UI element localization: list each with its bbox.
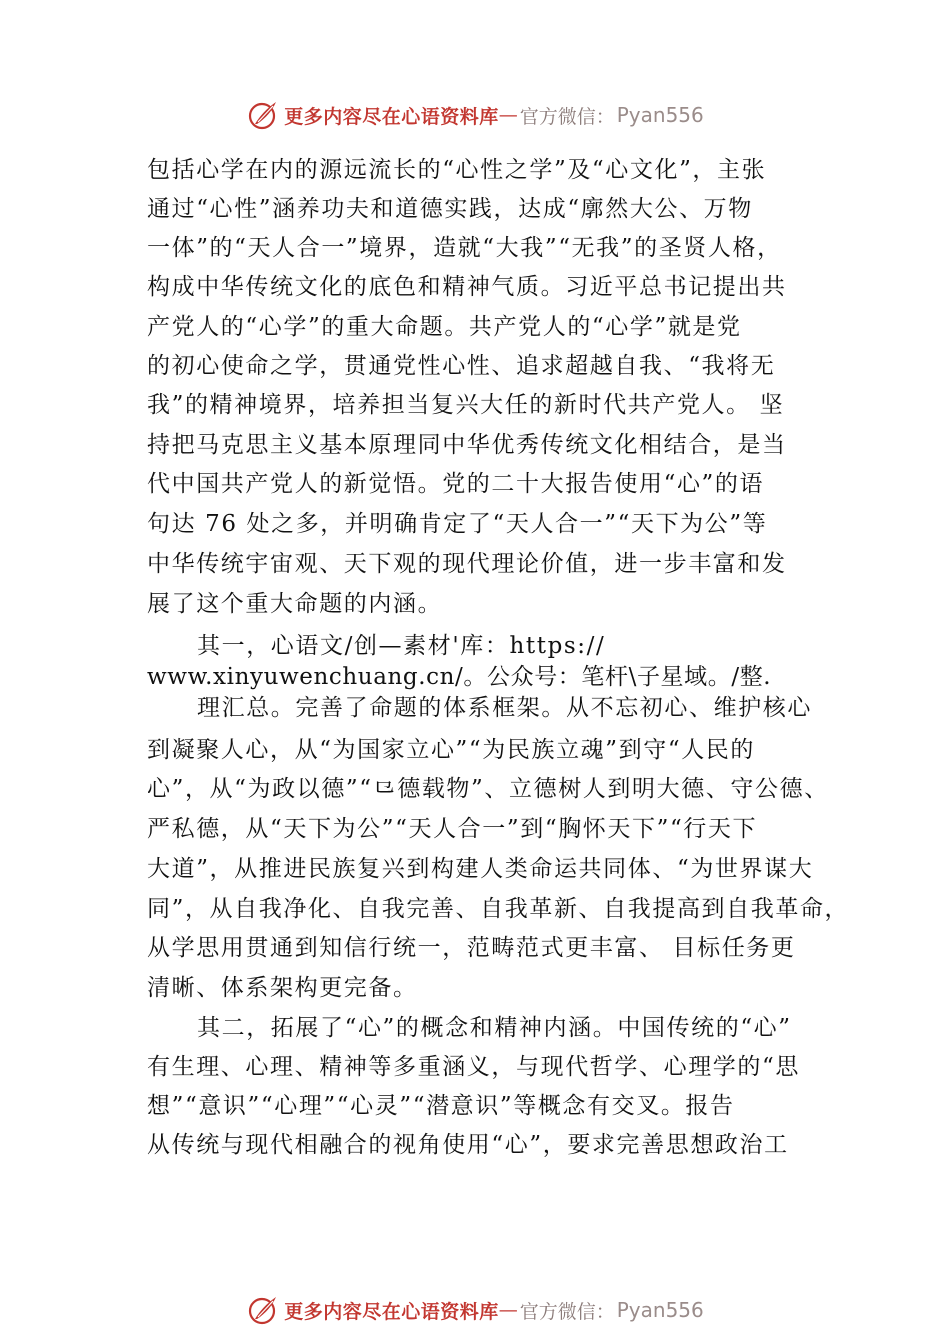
paragraph-two-start: 其二，拓展了“心”的概念和精神内涵。中国传统的“心”: [197, 1015, 792, 1041]
body-line: 通过“心性”涵养功夫和道德实践，达成“廓然大公、万物: [147, 196, 753, 222]
body-line: 句达 76 处之多，并明确肯定了“天人合一”“天下为公”等: [147, 511, 768, 537]
watermark-wechat-id: Pyan556: [616, 103, 704, 127]
body-line: 大道”，从推进民族复兴到构建人类命运共同体、“为世界谋大: [147, 856, 814, 882]
body-line: 一体”的“天人合一”境界，造就“大我”“无我”的圣贤人格，: [147, 235, 782, 261]
watermark-label: 官方微信：: [519, 1300, 615, 1323]
body-line: 的初心使命之学，贯通党性心性、追求超越自我、“我将无: [147, 353, 776, 379]
body-line: 有生理、心理、精神等多重涵义，与现代哲学、心理学的“思: [147, 1054, 800, 1080]
body-line: 从传统与现代相融合的视角使用“心”，要求完善思想政治工: [147, 1132, 789, 1158]
body-line: 中华传统宇宙观、天下观的现代理论价值，进一步丰富和发: [147, 551, 787, 577]
watermark-separator: —: [498, 104, 518, 126]
body-line: 产党人的“心学”的重大命题。共产党人的“心学”就是党: [147, 314, 742, 340]
quill-logo-icon: [246, 98, 280, 132]
watermark-separator: —: [498, 1299, 518, 1321]
paragraph-one-start: 其一，心语文/创—素材'库：https://: [197, 633, 606, 659]
body-line: 心”，从“为政以德”“⺋德载物”、立德树人到明大德、守公德、: [147, 776, 829, 802]
body-line: 代中国共产党人的新觉悟。党的二十大报告使用“心”的语: [147, 471, 765, 497]
watermark-wechat-id: Pyan556: [616, 1298, 704, 1322]
watermark-header: [0, 95, 950, 135]
body-line: 想”“意识”“心理”“心灵”“潜意识”等概念有交叉。报告: [147, 1093, 735, 1119]
quill-logo-icon: [246, 1293, 280, 1327]
body-line: 包括心学在内的源远流长的“心性之学”及“心文化”，主张: [147, 157, 767, 183]
body-line: 持把马克思主义基本原理同中华优秀传统文化相结合，是当: [147, 432, 787, 458]
watermark-title: 更多内容尽在心语资料库: [284, 1300, 499, 1323]
watermark-label: 官方微信：: [519, 105, 615, 128]
body-line: 我”的精神境界，培养担当复兴大任的新时代共产党人。 坚: [147, 392, 785, 418]
body-line: 同”，从自我净化、自我完善、自我革新、自我提高到自我革命，: [147, 896, 850, 922]
body-line: 展了这个重大命题的内涵。: [147, 591, 443, 617]
source-notice: www.xinyuwenchuang.cn/。公众号：笔杆\子星域。/整.: [147, 664, 772, 690]
watermark-title: 更多内容尽在心语资料库: [284, 105, 499, 128]
body-line: 理汇总。完善了命题的体系框架。从不忘初心、维护核心: [197, 695, 812, 721]
body-line: 到凝聚人心，从“为国家立心”“为民族立魂”到守“人民的: [147, 737, 755, 763]
body-line: 清晰、体系架构更完备。: [147, 975, 418, 1001]
body-line: 构成中华传统文化的底色和精神气质。习近平总书记提出共: [147, 274, 787, 300]
body-line: 严私德，从“天下为公”“天人合一”到“胸怀天下”“行天下: [147, 816, 758, 842]
watermark-footer: [0, 1290, 950, 1330]
body-line: 从学思用贯通到知信行统一，范畴范式更丰富、 目标任务更: [147, 935, 796, 961]
